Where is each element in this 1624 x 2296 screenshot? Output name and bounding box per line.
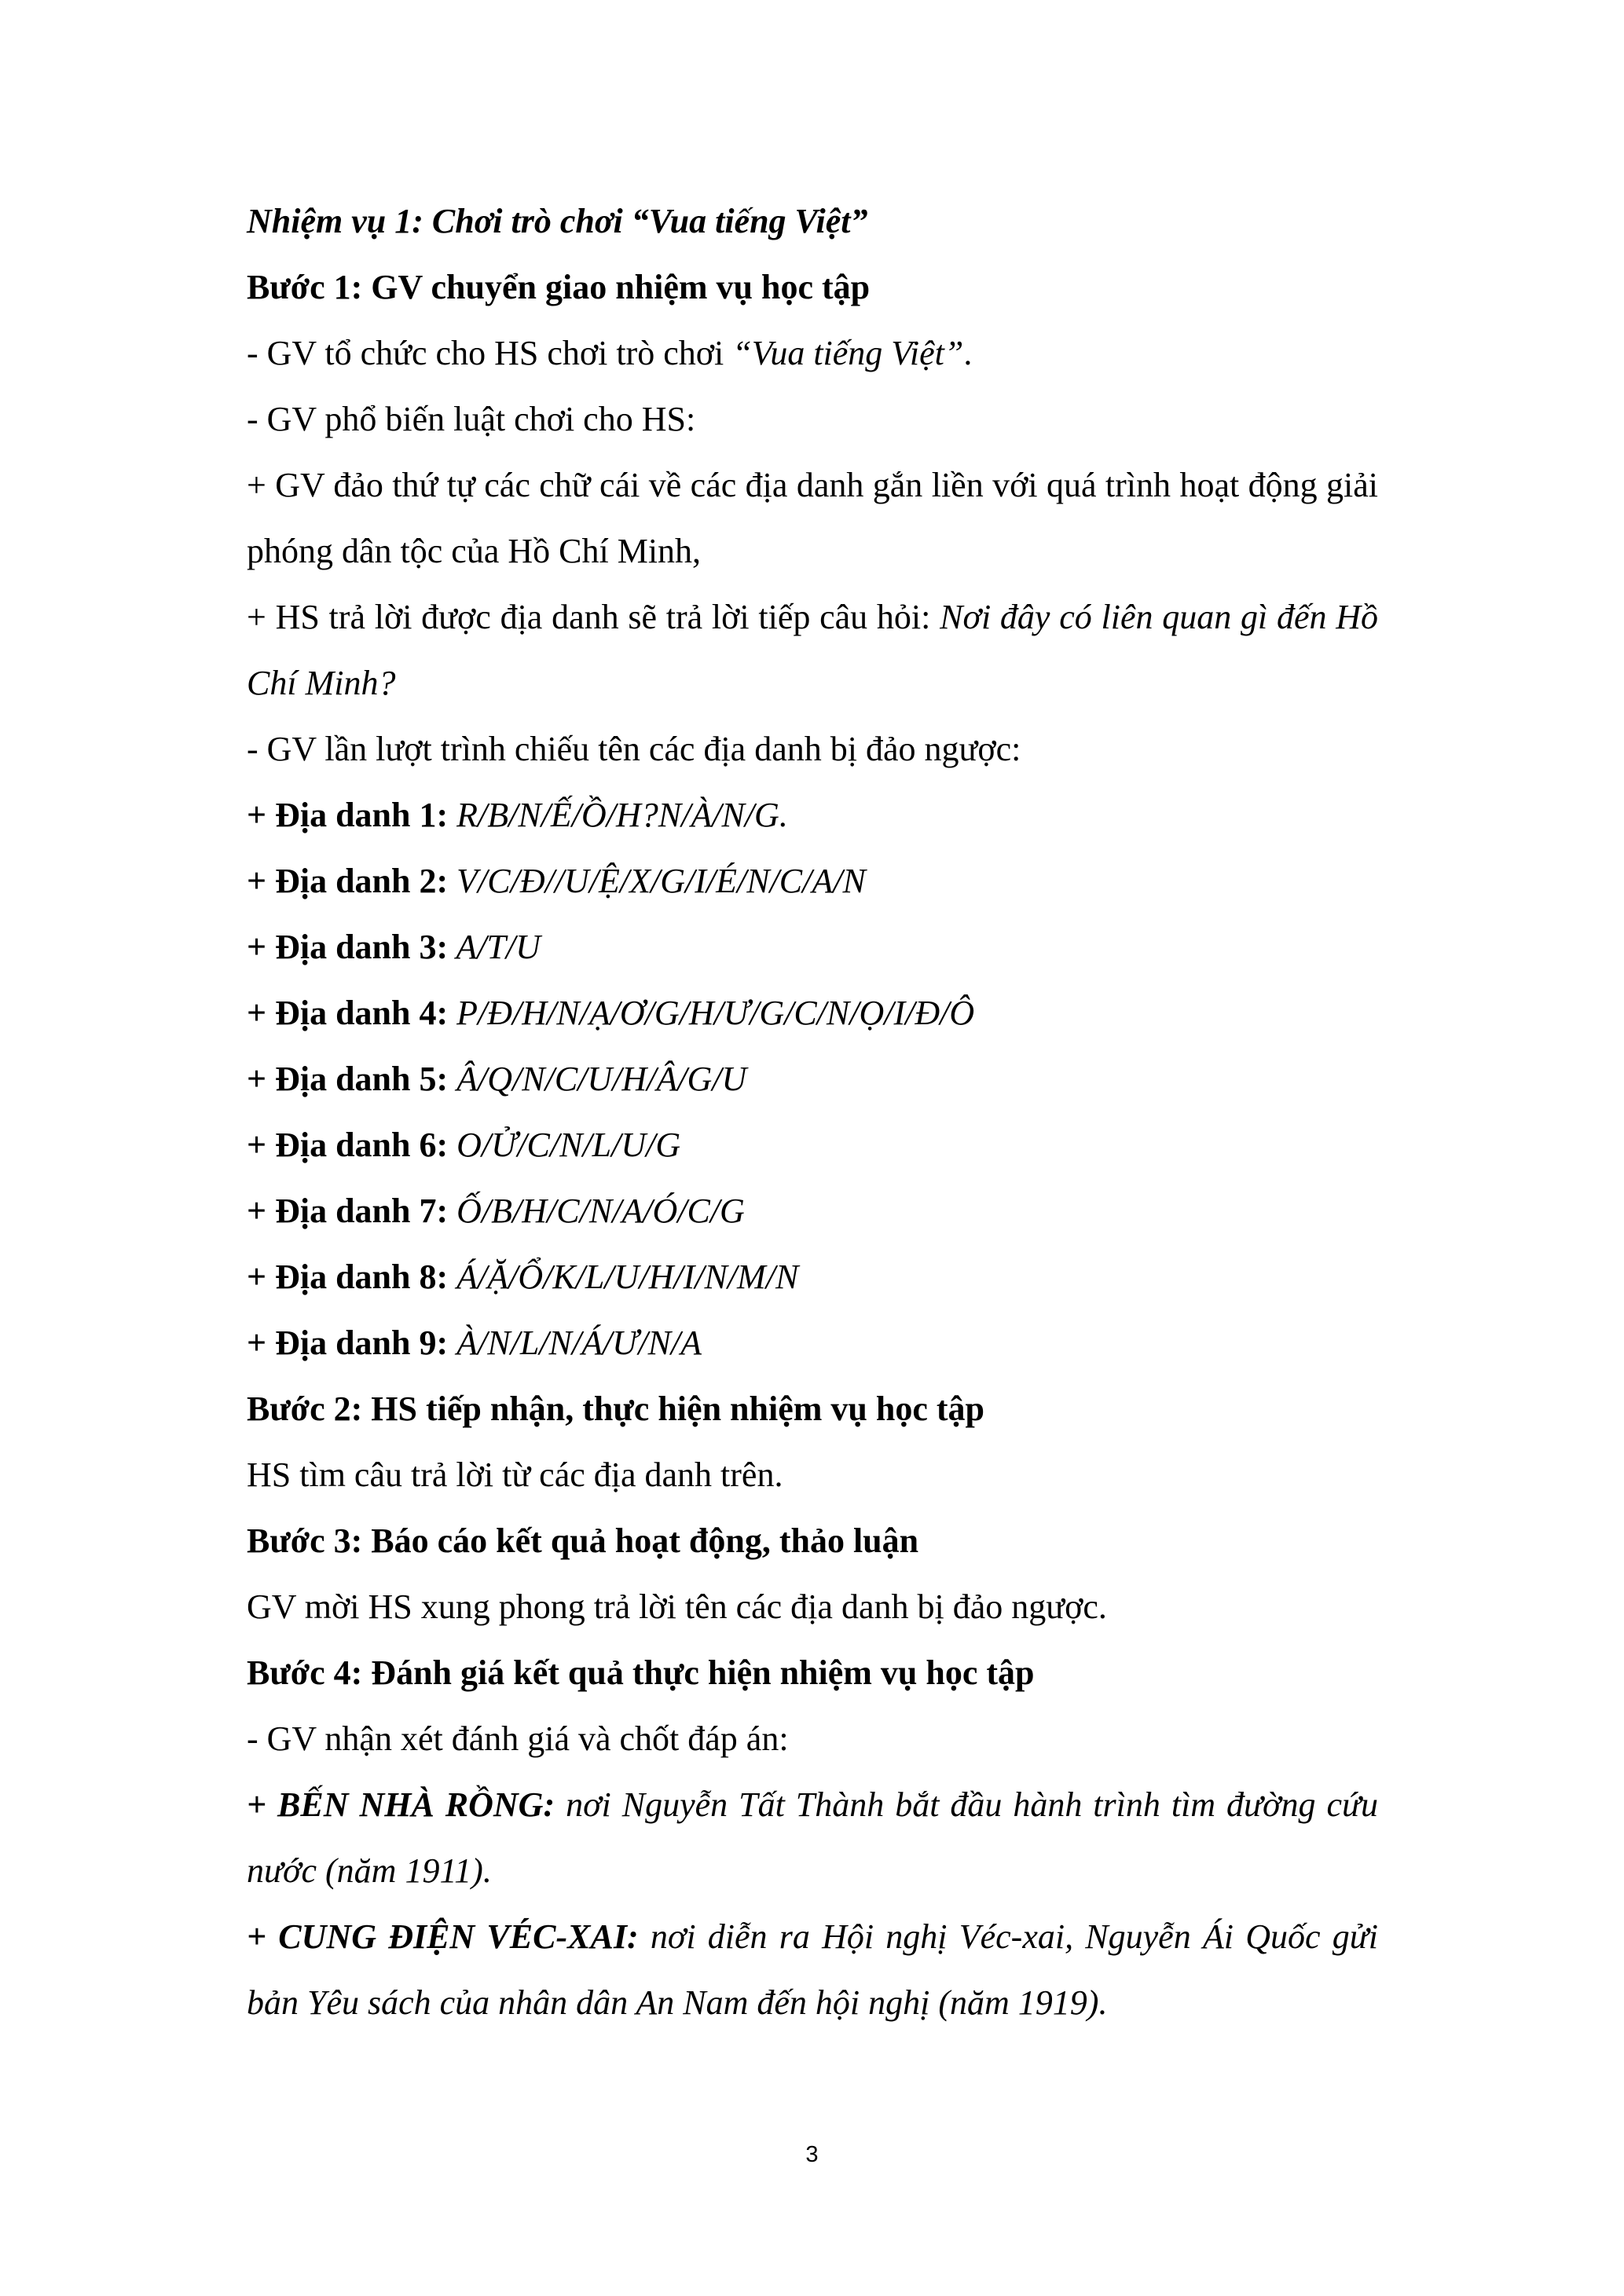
step1-line1-prefix: - GV tổ chức cho HS chơi trò chơi <box>247 334 733 372</box>
place-value: Á/Ặ/Ổ/K/L/U/H/I/N/M/N <box>448 1258 799 1296</box>
rule-2 <box>247 584 1378 716</box>
rule-1: + GV đảo thứ tự các chữ cái về các địa danh gắn liền với quá trình hoạt động giải phóng dân tộc của Hồ Chí Minh, <box>247 466 1378 570</box>
place-label: + Địa danh 9: <box>247 1324 449 1362</box>
answer-text: nơi diễn ra Hội nghị Véc-xai, Nguyễn Ái Quốc gửi bản Yêu sách của nhân dân An Nam đến hội nghị (năm 1919). <box>247 1917 1379 2022</box>
game-name: “Vua tiếng Việt” <box>732 334 964 372</box>
place-label: + Địa danh 8: <box>247 1258 449 1296</box>
step1-line1-suffix: . <box>963 334 973 372</box>
step2-text: HS tìm câu trả lời từ các địa danh trên. <box>247 1456 783 1494</box>
place-value: V/C/Đ//U/Ệ/X/G/I/É/N/C/A/N <box>448 862 866 900</box>
place-label: + Địa danh 1: <box>247 796 449 834</box>
place-value: R/B/N/Ế/Ồ/H?N/À/N/G. <box>448 796 788 834</box>
step4-text: - GV nhận xét đánh giá và chốt đáp án: <box>247 1719 789 1758</box>
rule-2-question: Nơi đây có liên quan gì đến Hồ Chí Minh? <box>247 598 1378 702</box>
place-value: A/T/U <box>448 928 541 966</box>
step1-line3: - GV lần lượt trình chiếu tên các địa danh bị đảo ngược: <box>247 730 1021 768</box>
place-value: O/Ử/C/N/L/U/G <box>448 1126 681 1164</box>
step1-line2: - GV phổ biến luật chơi cho HS: <box>247 400 696 438</box>
place-label: + Địa danh 3: <box>247 928 449 966</box>
place-item <box>247 1112 1378 1178</box>
step3-text: GV mời HS xung phong trả lời tên các địa danh bị đảo ngược. <box>247 1587 1107 1626</box>
place-label: + Địa danh 2: <box>247 862 449 900</box>
step1-line1 <box>247 320 1378 386</box>
place-value: Ố/B/H/C/N/A/Ó/C/G <box>448 1192 745 1230</box>
place-value: À/N/L/N/Á/Ư/N/A <box>448 1324 702 1362</box>
document-body <box>247 189 1378 2036</box>
place-item <box>247 1310 1378 1376</box>
place-item <box>247 848 1378 914</box>
step1-heading: Bước 1: GV chuyển giao nhiệm vụ học tập <box>247 268 871 306</box>
step3-heading: Bước 3: Báo cáo kết quả hoạt động, thảo luận <box>247 1522 919 1560</box>
place-item <box>247 914 1378 980</box>
answer-text: nơi Nguyễn Tất Thành bắt đầu hành trình tìm đường cứu nước (năm 1911). <box>247 1785 1379 1890</box>
answer-label: + CUNG ĐIỆN VÉC-XAI: <box>247 1917 639 1956</box>
answer-label: + BẾN NHÀ RỒNG: <box>247 1785 555 1824</box>
rule-2-prefix: + HS trả lời được địa danh sẽ trả lời tiếp câu hỏi: <box>247 598 940 636</box>
page-number: 3 <box>805 2142 819 2167</box>
place-value: Â/Q/N/C/U/H/Â/G/U <box>448 1060 747 1098</box>
place-item <box>247 1046 1378 1112</box>
place-item <box>247 980 1378 1046</box>
place-item <box>247 1178 1378 1244</box>
place-label: + Địa danh 6: <box>247 1126 449 1164</box>
step4-heading: Bước 4: Đánh giá kết quả thực hiện nhiệm vụ học tập <box>247 1653 1035 1692</box>
answer-item <box>247 1772 1378 1904</box>
place-item <box>247 782 1378 848</box>
place-label: + Địa danh 5: <box>247 1060 449 1098</box>
task-title: Nhiệm vụ 1: Chơi trò chơi “Vua tiếng Việt” <box>247 202 868 240</box>
step2-heading: Bước 2: HS tiếp nhận, thực hiện nhiệm vụ học tập <box>247 1390 984 1428</box>
answer-item <box>247 1904 1378 2036</box>
place-value: P/Đ/H/N/Ạ/Ơ/G/H/Ư/G/C/N/Ọ/I/Đ/Ô <box>448 994 975 1032</box>
place-item <box>247 1244 1378 1310</box>
place-label: + Địa danh 4: <box>247 994 449 1032</box>
place-label: + Địa danh 7: <box>247 1192 449 1230</box>
